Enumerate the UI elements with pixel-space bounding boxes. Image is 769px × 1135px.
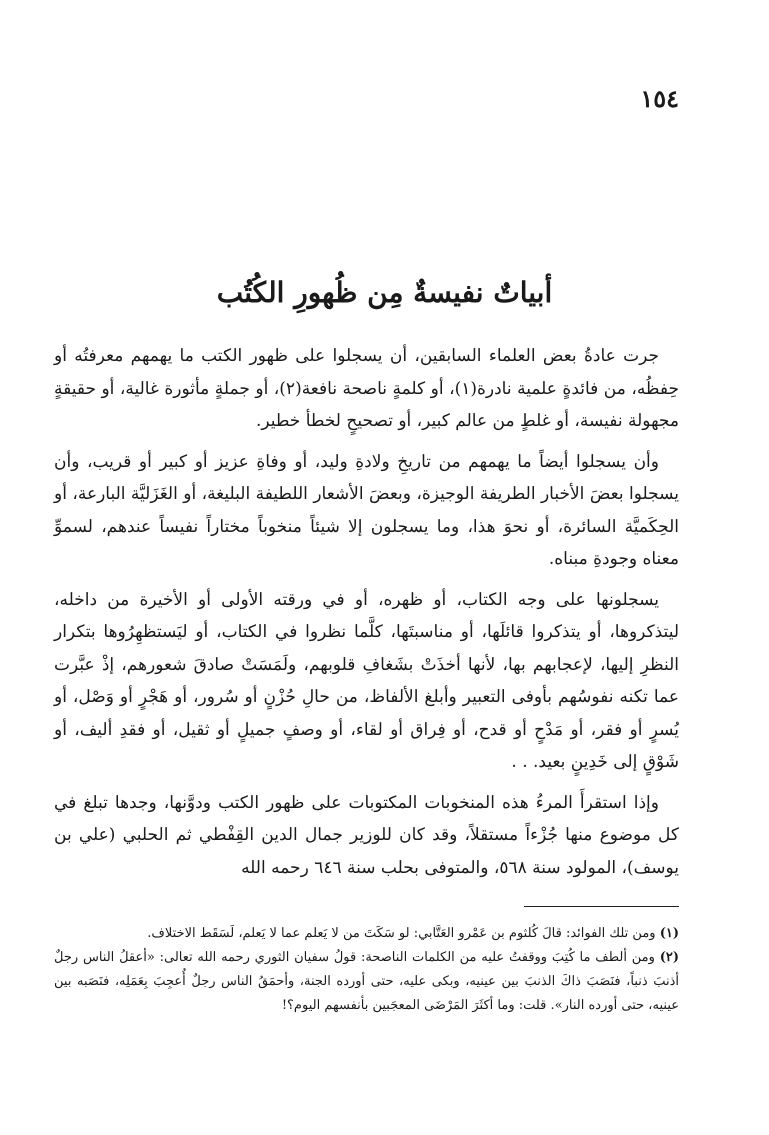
footnote [54, 946, 679, 1018]
footnote-number: (١) [659, 926, 679, 941]
body-text [54, 340, 679, 892]
paragraph: وأن يسجلوا أيضاً ما يهمهم من تاريخِ ولادةِ وليد، أو وفاةِ عزيز أو كبير أو قريب، وأن يسجلوا بعضَ الأخبار الطريفة الوجيزة، وبعضَ الأشعار اللطيفة البليغة، أو الغَزَليَّة البارعة، أو الحِكَميَّة السائرة، أو نحوَ هذا، وما يسجلون إلا شيئاً منخوباً مختاراً نفيساً عندهم، لسموِّ معناه وجودةِ مبناه. [54, 451, 679, 569]
footnote-number: (٢) [659, 950, 679, 965]
footnote [54, 922, 679, 946]
footnote-text: ومن تلك الفوائد: قالَ كُلثوم بن عَمْرو العَتَّابي: لو سَكَتَ من لا يَعلم عما لا يَعلم، لَسَقَط الاختلاف. [147, 926, 656, 941]
paragraph: يسجلونها على وجه الكتاب، أو ظهره، أو في ورقته الأولى أو الأخيرة من داخله، ليتذكروها، أو يتذكروا قائلَها، أو مناسبتَها، كلَّما نظروا في الكتاب، أو ليَستظهِرُوها بتكرار النظرِ إليها، لإعجابهم بها، لأنها أخذَتْ بشَغافِ قلوبهم، ولَمَسَتْ صادقَ شعورهم، إذْ عبَّرت عما تكنه نفوسُهم بأوفى التعبير وأبلغ الألفاظ، من حالِ حُزْنٍ أو سُرور، أو هَجْرٍ أو وَصْل، أو يُسرٍ أو فقر، أو مَدْحٍ أو قدح، أو فِراق أو لقاء، أو وصفٍ جميلٍ أو ثقيل، أو فقدِ أليف، أو شَوْقٍ إلى خَدِينٍ بعيد. . . [54, 589, 679, 772]
paragraph: وإذا استقرأَ المرءُ هذه المنخوبات المكتوبات على ظهور الكتب ودوَّنها، وجدها تبلغ في كل موضوع منها جُزْءاً مستقلاً، وقد كان للوزير جمال الدين القِفْطي ثم الحلبي (علي بن يوسف)، المولود سنة ٥٦٨، والمتوفى بحلب سنة ٦٤٦ رحمه الله [54, 792, 679, 878]
chapter-title: أبياتٌ نفيسةٌ مِن ظُهورِ الكُتُب [216, 276, 553, 309]
page-number: ١٥٤ [640, 84, 679, 113]
paragraph: جرت عادةُ بعض العلماء السابقين، أن يسجلوا على ظهور الكتب ما يهمهم معرفتُه أو حِفظُه، من فائدةٍ علمية نادرة(١)، أو كلمةٍ ناصحة نافعة(٢)، أو جملةٍ مأثورة غالية، أو حقيقةٍ مجهولة نفيسة، أو غلطٍ من عالم كبير، أو تصحيحٍ لخطأ خطير. [54, 346, 679, 431]
footnote-text: ومن ألطف ما كُتِبَ ووقفتُ عليه من الكلمات الناصحة: قولُ سفيان الثوري رحمه الله تعالى: «أعقلُ الناس رجلٌ أذنبَ ذنباً، فنَصَبَ ذاكَ الذنبَ بين عينيه، وبكى عليه، حتى أورده الجنة، وأحمَقُ الناس رجلٌ أُعجِبَ بِعَمَلِه، فنَصَبه بين عينيه، حتى أورده النار». قلت: وما أكثَرَ المَرْضَى المعجَبين بأنفسهم اليوم؟! [54, 950, 679, 1013]
footnotes [54, 922, 679, 1018]
footnote-divider [524, 906, 679, 907]
